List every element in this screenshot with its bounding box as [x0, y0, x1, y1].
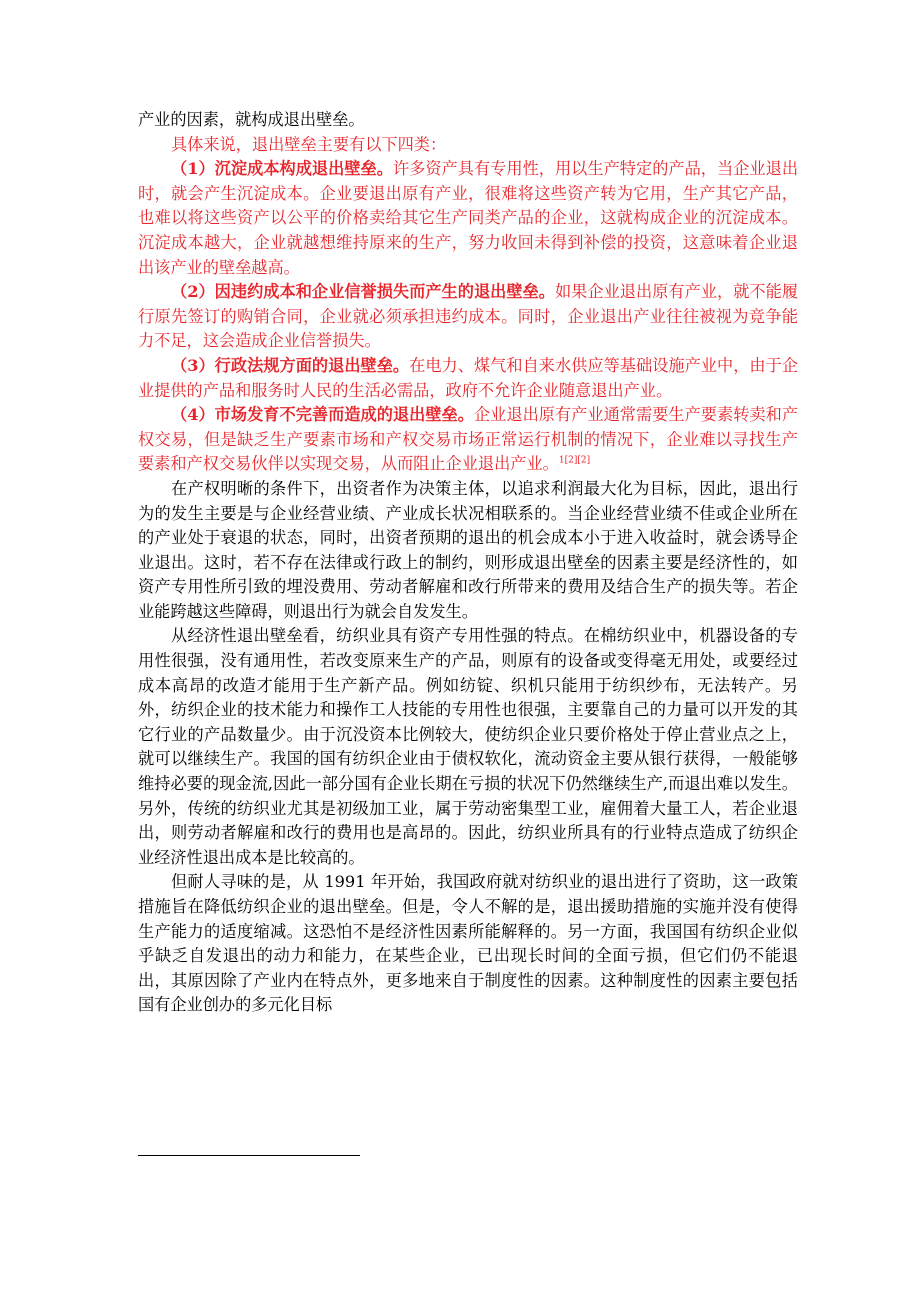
paragraph-text: 在产权明晰的条件下，出资者作为决策主体，以追求利润最大化为目标，因此，退出行为的发生主要是与企业经营业绩、产业成长状况相联系的。当企业经营业绩不佳或企业所在的产业处于衰退的状态，同时，出资者预期的退出的机会成本小于进入收益时，就会诱导企业退出。这时，若不存在法律或行政上的制约，则形成退出壁垒的因素主要是经济性的，如资产专用性所引致的埋没费用、劳动者解雇和改行所带来的费用及结合生产的损失等。若企业能跨越这些障碍，则退出行为就会自发发生。: [138, 478, 798, 621]
barrier-heading: （4）市场发育不完善而造成的退出壁垒。: [171, 405, 474, 425]
paragraph-text: 具体来说，退出壁垒主要有以下四类：: [171, 134, 447, 154]
footnote-separator: [138, 1155, 360, 1156]
barrier-heading: （3）行政法规方面的退出壁垒。: [171, 355, 410, 375]
paragraph-body: [138, 624, 798, 870]
paragraph-text: 但耐人寻味的是，从 1991 年开始，我国政府就对纺织业的退出进行了资助，这一政策措施旨在降低纺织企业的退出壁垒。但是，令人不解的是，退出援助措施的实施并没有使得生产能力的适度缩减。这恐怕不是经济性因素所能解释的。另一方面，我国国有纺织企业似乎缺乏自发退出的动力和能力，在某些企业，已出现长时间的全面亏损，但它们仍不能退出，其原因除了产业内在特点外，更多地来自于制度性的因素。这种制度性的因素主要包括国有企业创办的多元化目标: [138, 872, 798, 1015]
barrier-heading: （2）因违约成本和企业信誉损失而产生的退出壁垒。: [171, 282, 555, 302]
paragraph-intro: [138, 133, 798, 158]
paragraph-barrier-4: [138, 403, 798, 477]
paragraph-body: [138, 477, 798, 625]
barrier-text: 许多资产具有专用性，用以生产特定的产品，当企业退出时，就会产生沉淀成本。企业要退出原有产业，很难将这些资产转为它用，生产其它产品，也难以将这些资产以公平的价格卖给其它生产同类产品的企业，这就构成企业的沉淀成本。沉淀成本越大，企业就越想维持原来的生产，努力收回未得到补偿的投资，这意味着企业退出该产业的壁垒越高。: [138, 159, 799, 277]
paragraph-barrier-1: [138, 157, 798, 280]
barrier-text: 在电力、煤气和自来水供应等基础设施产业中，由于企业提供的产品和服务时人民的生活必需品，政府不允许企业随意退出产业。: [138, 355, 799, 400]
paragraph-body: [138, 870, 798, 1018]
barrier-text: 企业退出原有产业通常需要生产要素转卖和产权交易，但是缺乏生产要素市场和产权交易市场正常运行机制的情况下，企业难以寻找生产要素和产权交易伙伴以实现交易，从而阻止企业退出产业。: [138, 405, 799, 474]
paragraph-barrier-3: [138, 354, 798, 403]
paragraph-continuation: [138, 108, 798, 133]
paragraph-text: 产业的因素，就构成退出壁垒。: [138, 110, 365, 129]
paragraph-barrier-2: [138, 280, 798, 354]
document-body: [138, 108, 798, 1018]
citation-ref: 1[2][2]: [558, 455, 591, 466]
paragraph-text: 从经济性退出壁垒看，纺织业具有资产专用性强的特点。在棉纺织业中，机器设备的专用性很强，没有通用性，若改变原来生产的产品，则原有的设备或变得毫无用处，或要经过成本高昂的改造才能用于生产新产品。例如纺锭、织机只能用于纺织纱布，无法转产。另外，纺织企业的技术能力和操作工人技能的专用性也很强，主要靠自己的力量可以开发的其它行业的产品数量少。由于沉没资本比例较大，使纺织企业只要价格处于停止营业点之上，就可以继续生产。我国的国有纺织企业由于债权软化，流动资金主要从银行获得，一般能够维持必要的现金流,因此一部分国有企业长期在亏损的状况下仍然继续生产,而退出难以发生。另外，传统的纺织业尤其是初级加工业，属于劳动密集型工业，雇佣着大量工人，若企业退出，则劳动者解雇和改行的费用也是高昂的。因此，纺织业所具有的行业特点造成了纺织企业经济性退出成本是比较高的。: [138, 626, 798, 867]
barrier-text: 如果企业退出原有产业，就不能履行原先签订的购销合同，企业就必须承担违约成本。同时，企业退出产业往往被视为竞争能力不足，这会造成企业信誉损失。: [138, 282, 799, 351]
barrier-heading: （1）沉淀成本构成退出壁垒。: [171, 159, 393, 179]
